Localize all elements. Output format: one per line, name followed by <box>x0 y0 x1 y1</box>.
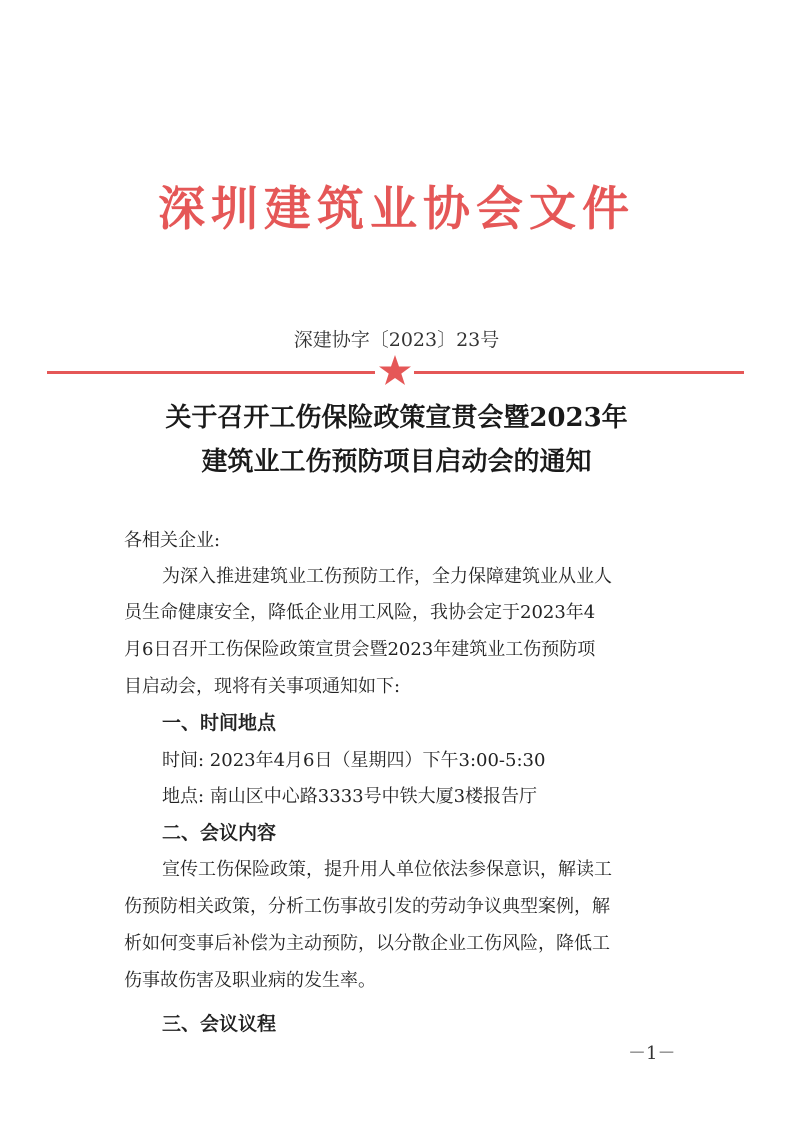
document-number: 深建协字〔2023〕23号 <box>293 329 500 351</box>
intro-line: 员生命健康安全，降低企业用工风险，我协会定于2023年4 <box>124 602 596 623</box>
intro-line: 目启动会，现将有关事项通知如下: <box>124 676 401 697</box>
content-line: 伤事故伤害及职业病的发生率。 <box>124 970 376 991</box>
notice-title-line-1: 关于召开工伤保险政策宣贯会暨2023年 <box>165 403 628 433</box>
meeting-time: 时间: 2023年4月6日（星期四）下午3:00-5:30 <box>162 750 546 771</box>
content-line: 析如何变事后补偿为主动预防，以分散企业工伤风险，降低工 <box>124 933 610 954</box>
section-heading-agenda: 三、会议议程 <box>162 1013 277 1035</box>
section-heading-time-place: 一、时间地点 <box>162 712 277 734</box>
header-divider-right <box>414 371 744 374</box>
document-header-title: 深圳建筑业协会文件 <box>158 182 635 237</box>
header-divider-left <box>47 371 375 374</box>
page-number: －1－ <box>628 1043 676 1064</box>
intro-line: 为深入推进建筑业工伤预防工作，全力保障建筑业从业人 <box>162 566 612 587</box>
content-line: 宣传工伤保险政策，提升用人单位依法参保意识，解读工 <box>162 859 612 880</box>
notice-title-line-2: 建筑业工伤预防项目启动会的通知 <box>201 447 592 477</box>
salutation: 各相关企业: <box>124 530 221 551</box>
meeting-place: 地点: 南山区中心路3333号中铁大厦3楼报告厅 <box>162 786 538 807</box>
content-line: 伤预防相关政策，分析工伤事故引发的劳动争议典型案例，解 <box>124 896 610 917</box>
red-star-icon <box>378 354 412 388</box>
section-heading-content: 二、会议内容 <box>162 822 277 844</box>
intro-line: 月6日召开工伤保险政策宣贯会暨2023年建筑业工伤预防项 <box>124 639 596 660</box>
